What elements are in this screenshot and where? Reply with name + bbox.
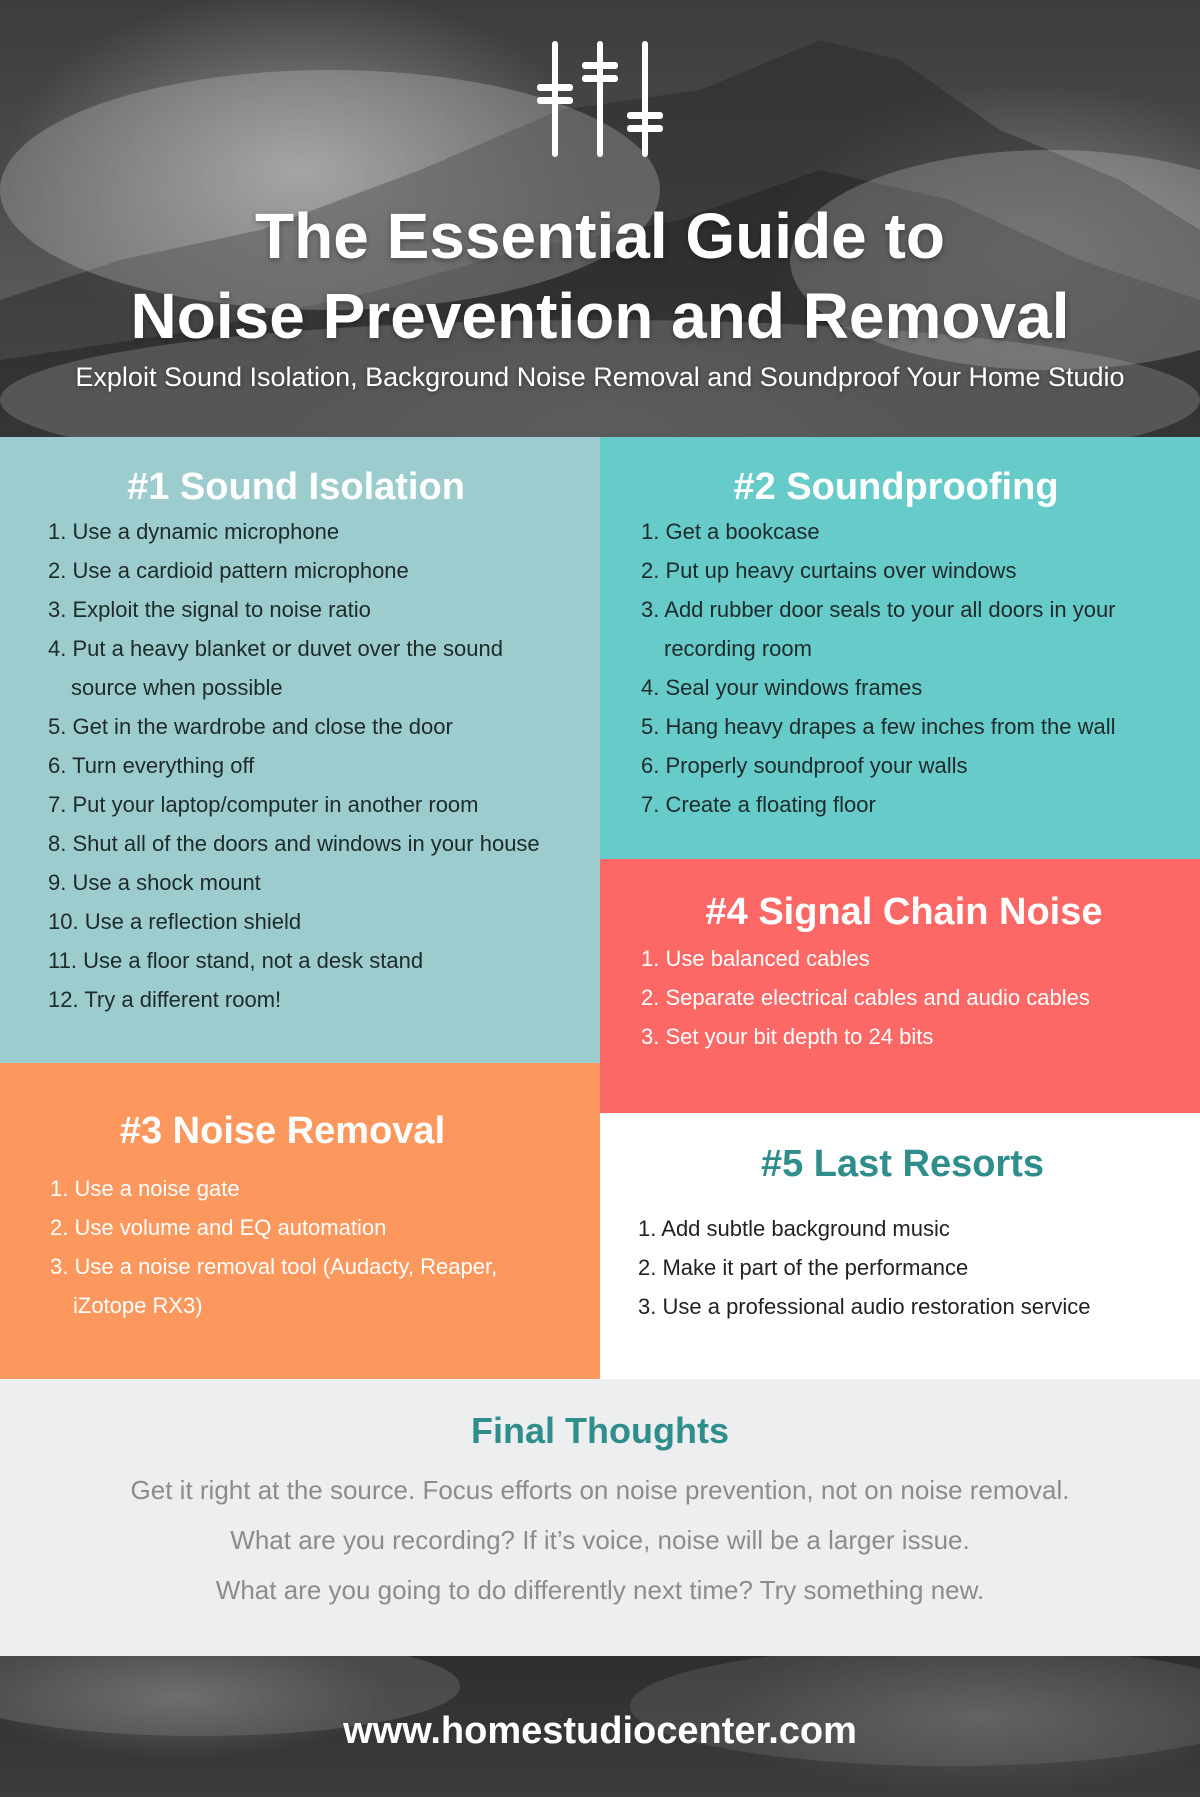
list-item: 3. Add rubber door seals to your all doors in your recording room (641, 597, 1116, 661)
soundproofing-section (600, 437, 1200, 859)
final-thought-line: Get it right at the source. Focus efforts on noise prevention, not on noise removal. (130, 1475, 1070, 1505)
list-item: 2. Use volume and EQ automation (50, 1215, 387, 1240)
list-item: 2. Use a cardioid pattern microphone (48, 558, 409, 583)
sound-isolation-list (48, 512, 588, 1019)
last-resorts-section (600, 1113, 1200, 1379)
list-item: 3. Set your bit depth to 24 bits (641, 1024, 934, 1049)
list-item: 3. Use a noise removal tool (Audacty, Reaper, iZotope RX3) (50, 1254, 498, 1318)
sound-isolation-section (0, 437, 600, 1063)
final-thoughts-section (0, 1379, 1200, 1656)
list-item: 3. Use a professional audio restoration service (638, 1294, 1091, 1319)
noise-removal-title: #3 Noise Removal (119, 1110, 446, 1152)
list-item: 2. Make it part of the performance (638, 1255, 969, 1280)
list-item: 1. Use balanced cables (641, 946, 870, 971)
list-item: 10. Use a reflection shield (48, 909, 302, 934)
final-thoughts-text (0, 1465, 1200, 1615)
final-thought-line: What are you going to do differently next time? Try something new. (215, 1575, 985, 1605)
list-item: 1. Use a dynamic microphone (48, 519, 340, 544)
list-item: 5. Hang heavy drapes a few inches from the wall (641, 714, 1116, 739)
list-item: 7. Create a floating floor (641, 792, 876, 817)
list-item: 4. Put a heavy blanket or duvet over the sound source when possible (48, 636, 503, 700)
list-item: 6. Properly soundproof your walls (641, 753, 968, 778)
list-item: 5. Get in the wardrobe and close the door (48, 714, 453, 739)
noise-removal-list (50, 1169, 590, 1325)
mixer-sliders-icon (533, 40, 667, 158)
list-item: 6. Turn everything off (48, 753, 255, 778)
list-item: 1. Get a bookcase (641, 519, 820, 544)
soundproofing-title: #2 Soundproofing (733, 466, 1059, 508)
noise-removal-section (0, 1063, 600, 1379)
title-line-2: Noise Prevention and Removal (130, 280, 1070, 352)
page-subtitle: Exploit Sound Isolation, Background Noise Removal and Soundproof Your Home Studio (75, 362, 1125, 392)
last-resorts-list (638, 1209, 1193, 1326)
list-item: 4. Seal your windows frames (641, 675, 923, 700)
title-line-1: The Essential Guide to (255, 200, 945, 272)
list-item: 1. Use a noise gate (50, 1176, 240, 1201)
sound-isolation-title: #1 Sound Isolation (127, 466, 465, 508)
final-thoughts-title: Final Thoughts (471, 1410, 729, 1451)
list-item: 12. Try a different room! (48, 987, 282, 1012)
last-resorts-title: #5 Last Resorts (760, 1143, 1044, 1185)
list-item: 2. Put up heavy curtains over windows (641, 558, 1017, 583)
list-item: 7. Put your laptop/computer in another room (48, 792, 479, 817)
page-title (0, 196, 1200, 356)
list-item: 1. Add subtle background music (638, 1216, 950, 1241)
list-item: 3. Exploit the signal to noise ratio (48, 597, 371, 622)
signal-chain-title: #4 Signal Chain Noise (705, 891, 1103, 933)
footer-banner (0, 1656, 1200, 1797)
list-item: 8. Shut all of the doors and windows in your house (48, 831, 540, 856)
list-item: 11. Use a floor stand, not a desk stand (48, 948, 424, 973)
final-thought-line: What are you recording? If it’s voice, noise will be a larger issue. (230, 1525, 970, 1555)
signal-chain-section (600, 859, 1200, 1113)
list-item: 2. Separate electrical cables and audio cables (641, 985, 1090, 1010)
website-url[interactable]: www.homestudiocenter.com (343, 1710, 857, 1752)
list-item: 9. Use a shock mount (48, 870, 261, 895)
header-banner (0, 0, 1200, 437)
soundproofing-list (641, 512, 1196, 824)
signal-chain-list (641, 939, 1196, 1056)
